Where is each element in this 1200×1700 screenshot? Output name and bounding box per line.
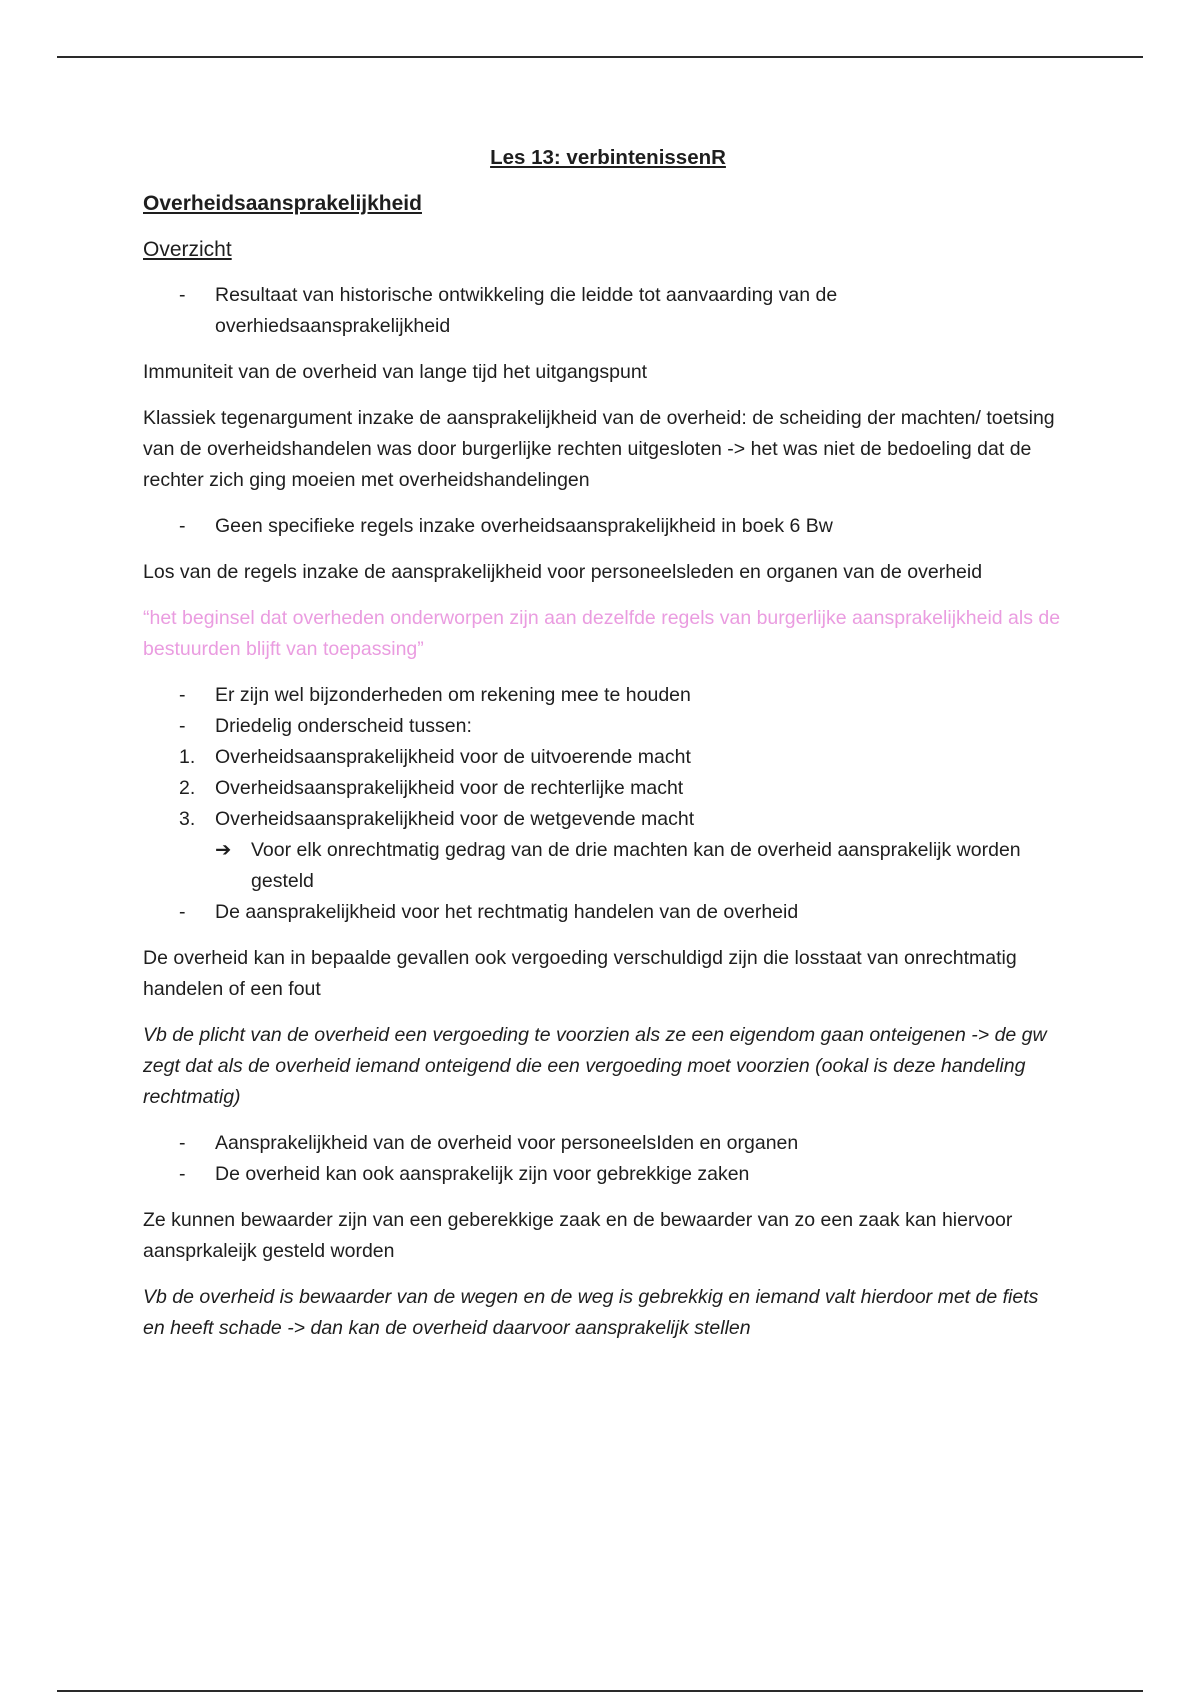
- document-title: Les 13: verbintenissenR: [490, 146, 726, 169]
- list-item-text: Overheidsaansprakelijkheid voor de wetgevende macht: [215, 808, 695, 830]
- numbered-item: [143, 804, 1063, 835]
- list-item: [143, 711, 1063, 742]
- list-item-text: De overheid kan ook aansprakelijk zijn voor gebrekkige zaken: [215, 1163, 750, 1185]
- list-item: [143, 680, 1063, 711]
- bullet-list-3: [143, 680, 1063, 928]
- bullet-marker: -: [179, 515, 186, 537]
- list-item-text: Driedelig onderscheid tussen:: [215, 715, 472, 737]
- sub-heading: Overzicht: [143, 238, 232, 261]
- list-item-text: Overheidsaansprakelijkheid voor de uitvoerende macht: [215, 746, 691, 768]
- bullet-list-1: [143, 280, 1063, 342]
- number-marker: 2.: [179, 777, 196, 799]
- paragraph-los-van: Los van de regels inzake de aansprakelijkheid voor personeelsleden en organen van de overheid: [143, 561, 983, 583]
- numbered-item: [143, 742, 1063, 773]
- highlighted-quote: “het beginsel dat overheden onderworpen zijn aan dezelfde regels van burgerlijke aansprakelijkheid als de bestuurden blijft van toepassing”: [143, 607, 1061, 660]
- bullet-marker: -: [179, 1163, 186, 1185]
- paragraph-immuniteit: Immuniteit van de overheid van lange tijd het uitgangspunt: [143, 361, 648, 383]
- list-item-text: Aansprakelijkheid van de overheid voor personeelsIden en organen: [215, 1132, 799, 1154]
- bullet-marker: -: [179, 684, 186, 706]
- bullet-list-2: [143, 511, 1063, 542]
- bullet-marker: -: [179, 1132, 186, 1154]
- list-item-text: Geen specifieke regels inzake overheidsaansprakelijkheid in boek 6 Bw: [215, 515, 833, 537]
- number-marker: 1.: [179, 746, 196, 768]
- list-item-text: Overheidsaansprakelijkheid voor de rechterlijke macht: [215, 777, 684, 799]
- arrow-item: [143, 835, 1063, 897]
- list-item: [143, 511, 1063, 542]
- numbered-item: [143, 773, 1063, 804]
- list-item: [143, 1128, 1063, 1159]
- example-onteigening: Vb de plicht van de overheid een vergoeding te voorzien als ze een eigendom gaan onteigenen -> de gw zegt dat als de overheid iemand onteigend die een vergoeding moet voorzien (ookal is deze handeling rechtmatig): [143, 1024, 1047, 1108]
- paragraph-bewaarder: Ze kunnen bewaarder zijn van een geberekkige zaak en de bewaarder van zo een zaak kan hiervoor aansprkaleijk gesteld worden: [143, 1209, 1013, 1262]
- list-item-text: De aansprakelijkheid voor het rechtmatig handelen van de overheid: [215, 901, 799, 923]
- section-heading: Overheidsaansprakelijkheid: [143, 192, 422, 215]
- list-item-text: Resultaat van historische ontwikkeling die leidde tot aanvaarding van de overhiedsaansprakelijkheid: [215, 284, 838, 337]
- paragraph-tegenargument: Klassiek tegenargument inzake de aansprakelijkheid van de overheid: de scheiding der machten/ toetsing van de overheidshandelen was door burgerlijke rechten uitgesloten -> het was niet de bedoeling dat de rechter zich ging moeien met overheidshandelingen: [143, 407, 1055, 491]
- arrow-right-icon: ➔: [215, 839, 232, 861]
- list-item: [143, 1159, 1063, 1190]
- bullet-marker: -: [179, 715, 186, 737]
- top-divider: [57, 56, 1143, 58]
- list-item: [143, 280, 1063, 342]
- document-body: [143, 142, 1063, 1359]
- bottom-divider: [57, 1690, 1143, 1692]
- number-marker: 3.: [179, 808, 196, 830]
- list-item-text: Voor elk onrechtmatig gedrag van de drie machten kan de overheid aansprakelijk worden gesteld: [251, 839, 1021, 892]
- bullet-list-4: [143, 1128, 1063, 1190]
- bullet-marker: -: [179, 284, 186, 306]
- example-wegen: Vb de overheid is bewaarder van de wegen en de weg is gebrekkig en iemand valt hierdoor met de fiets en heeft schade -> dan kan de overheid daarvoor aansprakelijk stellen: [143, 1286, 1039, 1339]
- list-item: [143, 897, 1063, 928]
- bullet-marker: -: [179, 901, 186, 923]
- paragraph-vergoeding: De overheid kan in bepaalde gevallen ook vergoeding verschuldigd zijn die losstaat van onrechtmatig handelen of een fout: [143, 947, 1017, 1000]
- list-item-text: Er zijn wel bijzonderheden om rekening mee te houden: [215, 684, 691, 706]
